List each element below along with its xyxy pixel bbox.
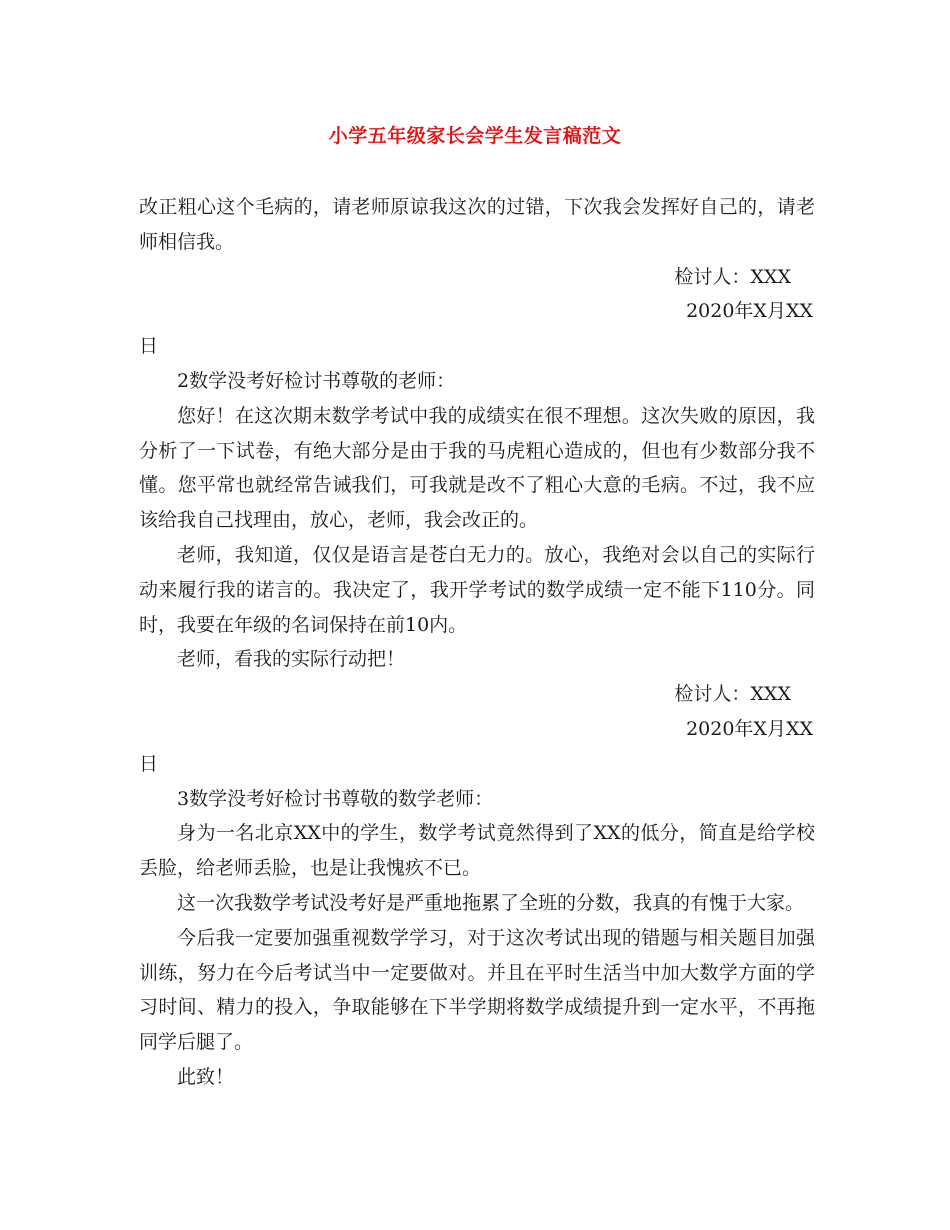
section-heading: 3数学没考好检讨书尊敬的数学老师： xyxy=(177,787,494,810)
date-line: 2020年X月XX xyxy=(686,300,813,323)
date-continuation: 日 xyxy=(139,335,159,358)
paragraph: 身为一名北京XX中的学生，数学考试竟然得到了XX的低分，简直是给学校丢脸，给老师丢脸，也是让我愧疚不已。 xyxy=(139,822,815,880)
document-title: 小学五年级家长会学生发言稿范文 xyxy=(328,125,622,147)
date-continuation: 日 xyxy=(139,752,159,775)
document-body xyxy=(139,190,815,1095)
signature-line: 检讨人：XXX xyxy=(674,265,791,288)
paragraph: 这一次我数学考试没考好是严重地拖累了全班的分数，我真的有愧于大家。 xyxy=(177,891,805,914)
paragraph: 改正粗心这个毛病的，请老师原谅我这次的过错，下次我会发挥好自己的，请老师相信我。 xyxy=(139,196,815,253)
paragraph: 老师，看我的实际行动把！ xyxy=(177,648,406,671)
closing-line: 此致！ xyxy=(177,1065,235,1088)
paragraph: 您好！在这次期末数学考试中我的成绩实在很不理想。这次失败的原因，我分析了一下试卷，有绝大部分是由于我的马虎粗心造成的，但也有少数部分我不懂。您平常也就经常告诫我们，可我就是改不了粗心大意的毛病。不过，我不应该给我自己找理由，放心，老师，我会改正的。 xyxy=(139,404,815,532)
signature-line: 检讨人：XXX xyxy=(674,683,791,706)
date-line: 2020年X月XX xyxy=(686,717,813,740)
paragraph: 老师，我知道，仅仅是语言是苍白无力的。放心，我绝对会以自己的实际行动来履行我的诺言的。我决定了，我开学考试的数学成绩一定不能下110分。同时，我要在年级的名词保持在前10内。 xyxy=(139,543,815,636)
section-heading: 2数学没考好检讨书尊敬的老师： xyxy=(177,369,456,392)
paragraph: 今后我一定要加强重视数学学习，对于这次考试出现的错题与相关题目加强训练，努力在今后考试当中一定要做对。并且在平时生活当中加大数学方面的学习时间、精力的投入，争取能够在下半学期将数学成绩提升到一定水平，不再拖同学后腿了。 xyxy=(139,926,815,1054)
